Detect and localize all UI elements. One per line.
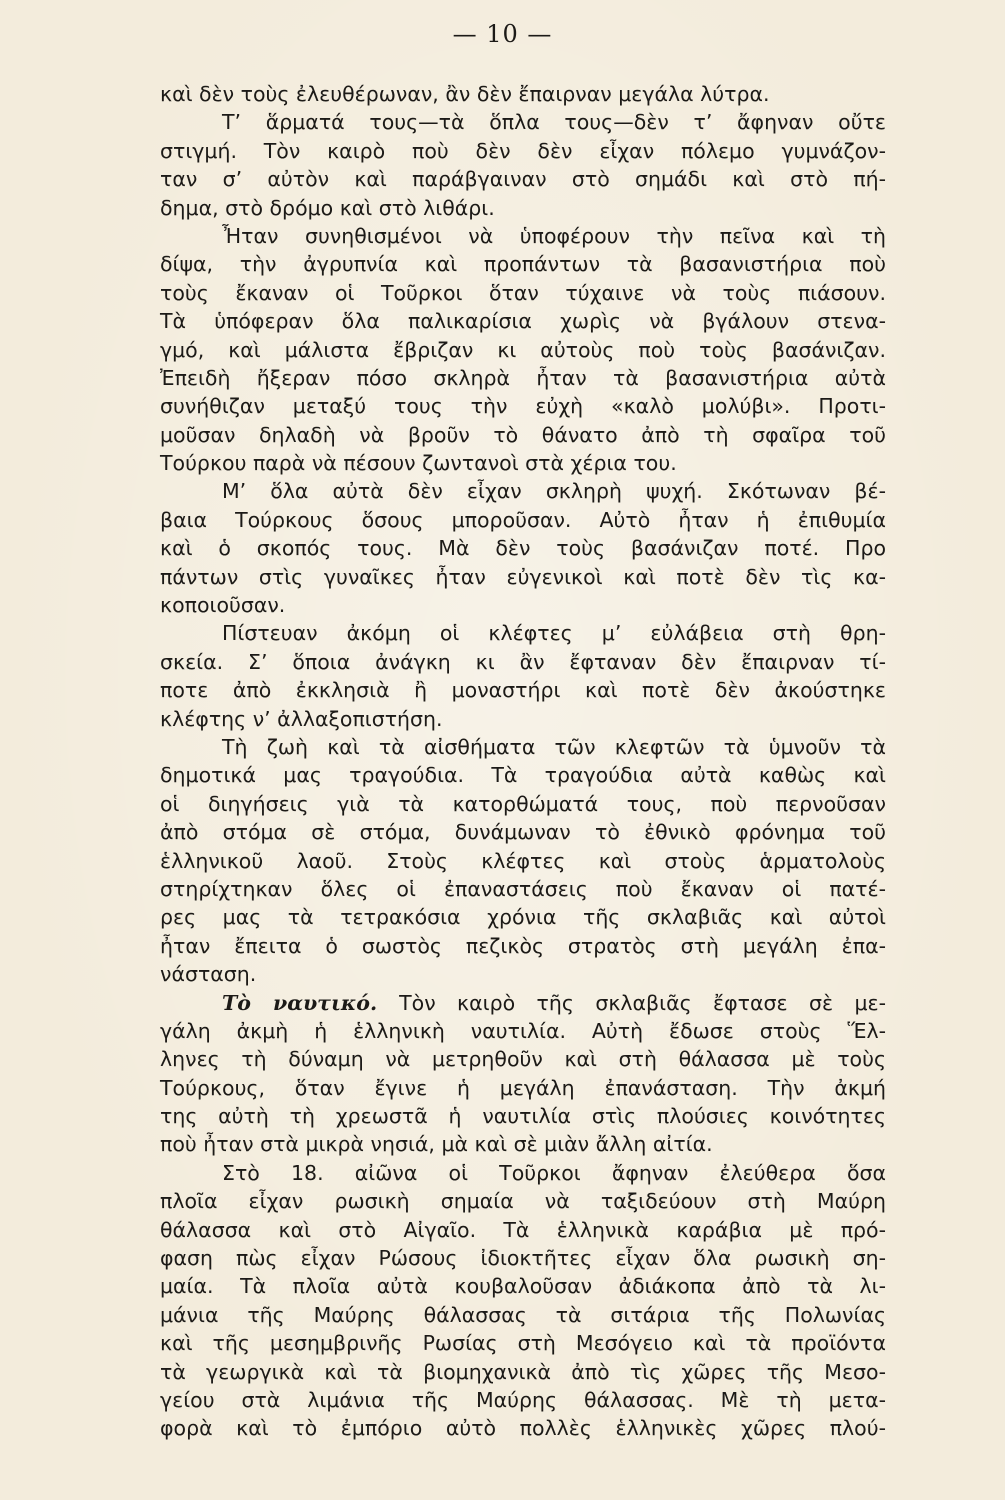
text-line: συνήθιζαν μεταξύ τους τὴν εὐχὴ «καλὸ μολύβι». Προτι- bbox=[160, 394, 886, 419]
text-line: πάντων στὶς γυναῖκες ἦταν εὐγενικοὶ καὶ ποτὲ δὲν τὶς κα- bbox=[160, 564, 886, 589]
text-line: γάλη ἀκμὴ ἡ ἑλληνικὴ ναυτιλία. Αὐτὴ ἔδωσε στοὺς Ἕλ- bbox=[160, 1018, 886, 1043]
text-line: καὶ δὲν τοὺς ἐλευθέρωναν, ἂν δὲν ἔπαιρναν μεγάλα λύτρα. bbox=[160, 82, 770, 106]
text-line: Τὰ ὑπόφεραν ὅλα παλικαρίσια χωρὶς νὰ βγάλουν στενα- bbox=[160, 309, 886, 334]
body-text bbox=[160, 80, 886, 1443]
text-line: δημα, στὸ δρόμο καὶ στὸ λιθάρι. bbox=[160, 195, 495, 220]
text-line: Τούρκους, ὅταν ἔγινε ἡ μεγάλη ἐπανάσταση. Τὴν ἀκμή bbox=[160, 1075, 886, 1100]
text-line: ποτε ἀπὸ ἐκκλησιὰ ἢ μοναστήρι καὶ ποτὲ δὲν ἀκούστηκε bbox=[160, 678, 886, 703]
text-line: θάλασσα καὶ στὸ Αἰγαῖο. Τὰ ἑλληνικὰ καράβια μὲ πρό- bbox=[160, 1217, 886, 1242]
text-line-content: Τὸν καιρὸ τῆς σκλαβιᾶς ἔφτασε σὲ με- bbox=[399, 990, 886, 1015]
text-line: Μ’ ὅλα αὐτὰ δὲν εἶχαν σκληρὴ ψυχή. Σκότωναν βέ- bbox=[222, 479, 886, 504]
page-number: — 10 — bbox=[452, 20, 553, 48]
text-line: ταν σ’ αὐτὸν καὶ παράβγαιναν στὸ σημάδι καὶ στὸ πή- bbox=[160, 167, 886, 192]
text-line: νάσταση. bbox=[160, 962, 257, 987]
text-line: σκεία. Σ’ ὅποια ἀνάγκη κι ἂν ἔφταναν δὲν ἔπαιρναν τί- bbox=[160, 649, 886, 674]
text-line: βαια Τούρκους ὅσους μποροῦσαν. Αὐτὸ ἦταν ἡ ἐπιθυμία bbox=[160, 507, 886, 532]
text-line: δημοτικά μας τραγούδια. Τὰ τραγούδια αὐτὰ καθὼς καὶ bbox=[160, 763, 886, 788]
text-line: ἦταν ἔπειτα ὁ σωστὸς πεζικὸς στρατὸς στὴ μεγάλη ἐπα- bbox=[160, 933, 886, 958]
text-line: κοποιοῦσαν. bbox=[160, 593, 286, 618]
text-line: στιγμή. Τὸν καιρὸ ποὺ δὲν δὲν εἶχαν πόλεμο γυμνάζον- bbox=[160, 138, 886, 163]
section-heading: Τὸ ναυτικό. bbox=[222, 990, 400, 1015]
text-line: Πίστευαν ἀκόμη οἱ κλέφτες μ’ εὐλάβεια στὴ θρη- bbox=[222, 621, 886, 646]
text-line: ρες μας τὰ τετρακόσια χρόνια τῆς σκλαβιᾶς καὶ αὐτοὶ bbox=[160, 905, 886, 930]
text-line: ληνες τὴ δύναμη νὰ μετρηθοῦν καὶ στὴ θάλασσα μὲ τοὺς bbox=[160, 1047, 886, 1072]
text-line: στηρίχτηκαν ὅλες οἱ ἐπαναστάσεις ποὺ ἔκαναν οἱ πατέ- bbox=[160, 876, 886, 901]
text-line: φαση πὼς εἶχαν Ρώσους ἰδιοκτῆτες εἶχαν ὅλα ρωσικὴ ση- bbox=[160, 1246, 886, 1271]
text-line: δίψα, τὴν ἀγρυπνία καὶ προπάντων τὰ βασανιστήρια ποὺ bbox=[160, 252, 886, 277]
text-line: μάνια τῆς Μαύρης θάλασσας τὰ σιτάρια τῆς Πολωνίας bbox=[160, 1302, 886, 1327]
text-line: Τὴ ζωὴ καὶ τὰ αἰσθήματα τῶν κλεφτῶν τὰ ὑμνοῦν τὰ bbox=[222, 734, 886, 759]
text-line: ἀπὸ στόμα σὲ στόμα, δυνάμωναν τὸ ἐθνικὸ φρόνημα τοῦ bbox=[160, 820, 886, 845]
text-line: οἱ διηγήσεις γιὰ τὰ κατορθώματά τους, ποὺ περνοῦσαν bbox=[160, 791, 886, 816]
text-line: Τ’ ἅρματά τους—τὰ ὅπλα τους—δὲν τ’ ἄφηναν οὔτε bbox=[222, 110, 886, 135]
text-line: μαία. Τὰ πλοῖα αὐτὰ κουβαλοῦσαν ἀδιάκοπα ἀπὸ τὰ λι- bbox=[160, 1274, 886, 1299]
text-line: γείου στὰ λιμάνια τῆς Μαύρης θάλασσας. Μὲ τὴ μετα- bbox=[160, 1387, 886, 1412]
text-line: κλέφτης ν’ ἀλλαξοπιστήση. bbox=[160, 706, 443, 731]
text-line: της αὐτὴ τὴ χρεωστᾶ ἡ ναυτιλία στὶς πλούσιες κοινότητες bbox=[160, 1104, 886, 1129]
text-line: καὶ ὁ σκοπός τους. Μὰ δὲν τοὺς βασάνιζαν ποτέ. Προ bbox=[160, 536, 886, 561]
text-line: τοὺς ἔκαναν οἱ Τοῦρκοι ὅταν τύχαινε νὰ τοὺς πιάσουν. bbox=[160, 280, 886, 305]
text-line: μοῦσαν δηλαδὴ νὰ βροῦν τὸ θάνατο ἀπὸ τὴ σφαῖρα τοῦ bbox=[160, 422, 886, 447]
text-line: ποὺ ἦταν στὰ μικρὰ νησιά, μὰ καὶ σὲ μιὰν ἄλλη αἰτία. bbox=[160, 1132, 713, 1157]
text-line: Ἦταν συνηθισμένοι νὰ ὑποφέρουν τὴν πεῖνα καὶ τὴ bbox=[222, 223, 886, 248]
text-line: πλοῖα εἶχαν ρωσικὴ σημαία νὰ ταξιδεύουν στὴ Μαύρη bbox=[160, 1189, 886, 1214]
text-line: ἑλληνικοῦ λαοῦ. Στοὺς κλέφτες καὶ στοὺς ἁρματολοὺς bbox=[160, 848, 886, 873]
text-line: Στὸ 18. αἰῶνα οἱ Τοῦρκοι ἄφηναν ἐλεύθερα ὅσα bbox=[222, 1160, 886, 1185]
text-line: τὰ γεωργικὰ καὶ τὰ βιομηχανικὰ ἀπὸ τὶς χῶρες τῆς Μεσο- bbox=[160, 1359, 886, 1384]
text-line: Ἐπειδὴ ἤξεραν πόσο σκληρὰ ἦταν τὰ βασανιστήρια αὐτὰ bbox=[160, 365, 886, 390]
text-line: γμό, καὶ μάλιστα ἔβριζαν κι αὐτοὺς ποὺ τοὺς βασάνιζαν. bbox=[160, 337, 886, 362]
text-line: φορὰ καὶ τὸ ἐμπόριο αὐτὸ πολλὲς ἑλληνικὲς χῶρες πλού- bbox=[160, 1416, 886, 1441]
text-line: καὶ τῆς μεσημβρινῆς Ρωσίας στὴ Μεσόγειο καὶ τὰ προϊόντα bbox=[160, 1331, 886, 1356]
text-line: Τούρκου παρὰ νὰ πέσουν ζωντανοὶ στὰ χέρια του. bbox=[160, 451, 677, 476]
text-line bbox=[160, 989, 886, 1017]
